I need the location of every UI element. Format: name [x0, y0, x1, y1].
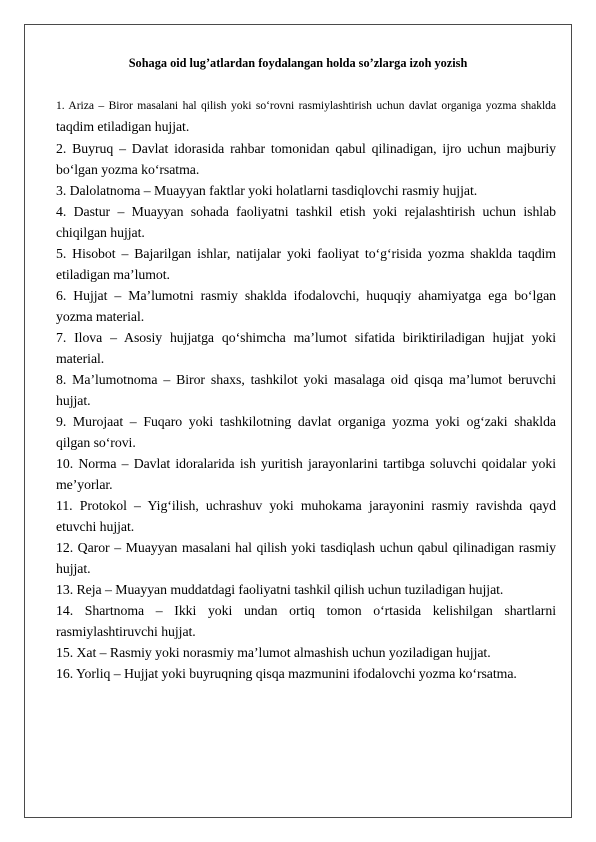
glossary-entry-ariza-head: 1. Ariza – Biror masalani hal qilish yoki so‘rovni rasmiylashtirish uchun davlat organiga yozma shaklda [56, 99, 556, 112]
glossary-entry-dastur: 4. Dastur – Muayyan sohada faoliyatni tashkil etish yoki rejalashtirish uchun ishlab chiqilgan hujjat. [56, 204, 556, 240]
glossary-entry-reja: 13. Reja – Muayyan muddatdagi faoliyatni tashkil qilish uchun tuziladigan hujjat. [56, 582, 504, 597]
glossary-list [56, 94, 556, 684]
glossary-entry-protokol: 11. Protokol – Yig‘ilish, uchrashuv yoki muhokama jarayonini rasmiy ravishda qayd etuvchi hujjat. [56, 498, 556, 534]
glossary-entry-qaror: 12. Qaror – Muayyan masalani hal qilish yoki tasdiqlash uchun qabul qilinadigan rasmiy hujjat. [56, 540, 556, 576]
glossary-entry-dalolatnoma: 3. Dalolatnoma – Muayyan faktlar yoki holatlarni tasdiqlovchi rasmiy hujjat. [56, 183, 478, 198]
document-title: Sohaga oid lug’atlardan foydalangan holda so’zlarga izoh yozish [128, 56, 468, 70]
glossary-entry-ariza [56, 94, 556, 138]
glossary-entry-murojaat: 9. Murojaat – Fuqaro yoki tashkilotning davlat organiga yozma yoki og‘zaki shaklda qilgan so‘rovi. [56, 414, 556, 450]
glossary-entry-xat: 15. Xat – Rasmiy yoki norasmiy ma’lumot almashish uchun yoziladigan hujjat. [56, 645, 491, 660]
glossary-entry-shartnoma: 14. Shartnoma – Ikki yoki undan ortiq tomon o‘rtasida kelishilgan shartlarni rasmiylashtiruvchi hujjat. [56, 603, 556, 639]
glossary-entry-malumotnoma: 8. Ma’lumotnoma – Biror shaxs, tashkilot yoki masalaga oid qisqa ma’lumot beruvchi hujjat. [56, 372, 556, 408]
glossary-entry-ilova: 7. Ilova – Asosiy hujjatga qo‘shimcha ma’lumot sifatida biriktiriladigan hujjat yoki material. [56, 330, 556, 366]
glossary-entry-buyruq: 2. Buyruq – Davlat idorasida rahbar tomonidan qabul qilinadigan, ijro uchun majburiy bo‘lgan yozma ko‘rsatma. [56, 141, 556, 177]
glossary-entry-hujjat: 6. Hujjat – Ma’lumotni rasmiy shaklda ifodalovchi, huquqiy ahamiyatga ega bo‘lgan yozma material. [56, 288, 556, 324]
glossary-entry-yorliq: 16. Yorliq – Hujjat yoki buyruqning qisqa mazmunini ifodalovchi yozma ko‘rsatma. [56, 666, 517, 681]
glossary-entry-hisobot: 5. Hisobot – Bajarilgan ishlar, natijalar yoki faoliyat to‘g‘risida yozma shaklda taqdim etiladigan ma’lumot. [56, 246, 556, 282]
glossary-entry-norma: 10. Norma – Davlat idoralarida ish yuritish jarayonlarini tartibga soluvchi qoidalar yoki me’yorlar. [56, 456, 556, 492]
glossary-entry-ariza-tail: taqdim etiladigan hujjat. [56, 119, 190, 134]
